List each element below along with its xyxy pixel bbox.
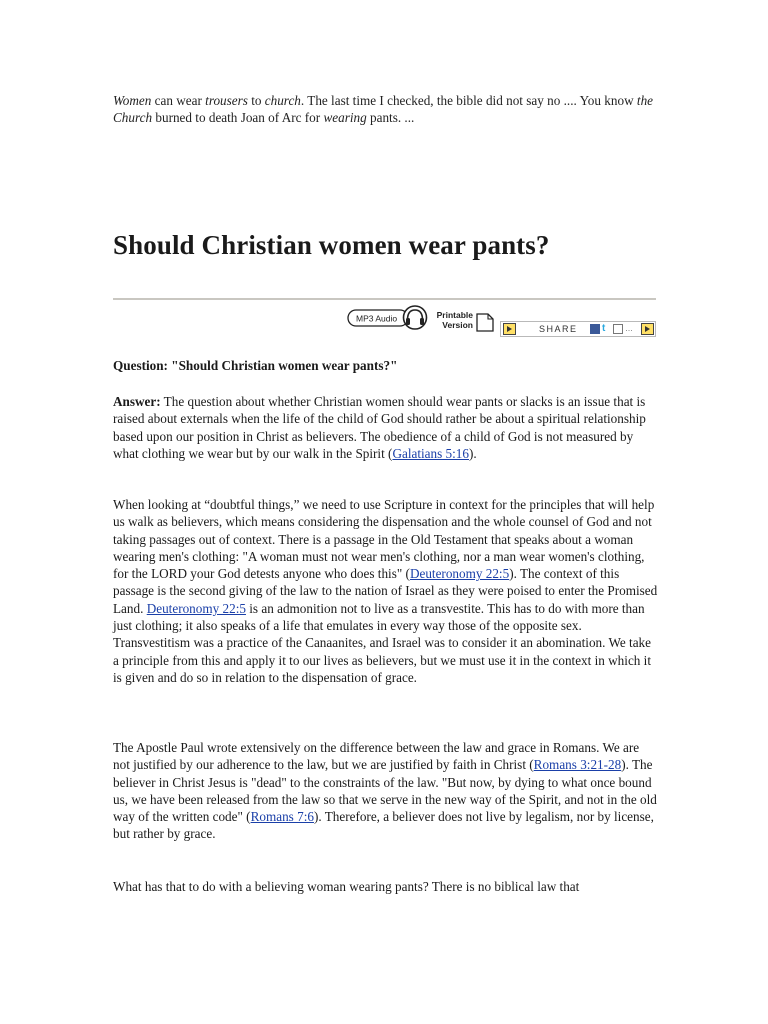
email-icon[interactable] [613,324,623,334]
share-bar[interactable] [500,321,656,337]
bookmark-icon[interactable] [641,323,654,335]
headphones-icon [347,304,429,331]
intro-text: wearing [323,110,367,125]
printable-line2: Version [442,319,473,330]
intro-text: to [247,93,265,108]
facebook-icon[interactable] [590,324,600,334]
paragraph-text: ). Therefore, a believer does not live by legalism, nor by license, but rather by grace. [113,809,654,842]
page-title: Should Christian women wear pants? [113,230,550,260]
answer-text: The question about whether Christian women should wear pants or slacks is an issue that is raised about externals when the life of the child of God should rather be about a spiritual relationship based upon our position in Christ as believers. The obedience of a child of God is not measured by what clothing we wear but by our walk in the Spirit ( [113,394,646,461]
paragraph-text: ). The context of this passage is the second giving of the law to the nation of Israel as they were poised to enter the Promised Land. [113,566,658,616]
paragraph-text: is an admonition not to live as a transvestite. This has to do with more than just clothing; it also speaks of a life that emulates in every way those of the opposite sex. Transvestitism was a practice of the Canaanites, and Israel was to consider it an abomination. We take a principle from this and apply it to our lives as believers, but we must use it in the context in which it is given and do so in relation to the dispensation of grace. [113,600,652,685]
intro-text: burned to death Joan of Arc for [152,110,324,125]
more-icon[interactable]: … [625,324,633,333]
paragraph-text: ). The believer in Christ Jesus is "dead" to the constraints of the law. "But now, by dying to what once bound us, we have been released from the law so that we serve in the new way of the Spirit, and not in the old way of the written code" ( [113,757,657,825]
scripture-link[interactable]: Deuteronomy 22:5 [409,566,510,582]
intro-text: trousers [205,93,248,108]
title-divider [113,298,656,300]
intro-text: the Church [113,93,654,125]
paragraph-text: When looking at “doubtful things,” we need to use Scripture in context for the principles that will help us walk as believers, which means considering the dispensation and the whole counsel of God and not taking passages out of context. There is a passage in the Old Testament that speaks about a woman wearing men's clothing: "A woman must not wear men's clothing, nor a man wear women's clothing, for the LORD your God detests anyone who does this" ( [113,497,655,582]
intro-paragraph [113,92,658,126]
intro-text: can wear [151,93,206,108]
intro-text: pants. ... [366,110,415,125]
question-heading: Question: "Should Christian women wear pants?" [113,358,398,373]
mp3-audio-button[interactable] [347,304,429,331]
answer-paragraph [113,393,658,462]
intro-text: . The last time I checked, the bible did not say no .... You know [300,93,637,108]
paragraph-text: What has that to do with a believing woman wearing pants? There is no biblical law that [113,879,580,894]
share-label: SHARE [539,324,578,334]
answer-label: Answer: [113,394,161,409]
printable-version-button[interactable] [433,311,497,337]
mp3-label: MP3 Audio [356,313,398,324]
body-paragraph [113,739,658,843]
scripture-link[interactable]: Romans 3:21-28 [533,757,622,773]
bookmark-icon [503,323,516,335]
scripture-link[interactable]: Galatians 5:16 [392,445,469,461]
document-icon [475,313,495,333]
twitter-icon[interactable]: t [602,323,606,334]
printable-line1: Printable [436,310,473,320]
body-paragraph [113,878,658,895]
scripture-link[interactable]: Deuteronomy 22:5 [146,600,246,616]
scripture-link[interactable]: Romans 7:6 [250,809,314,825]
printable-label [433,311,473,330]
body-paragraph [113,496,658,686]
intro-text: church [264,93,301,108]
paragraph-text: The Apostle Paul wrote extensively on the difference between the law and grace in Romans. We are not justified by our adherence to the law, but we are justified by faith in Christ ( [113,740,640,773]
intro-text: Women [113,93,152,108]
answer-text: ). [469,445,477,461]
